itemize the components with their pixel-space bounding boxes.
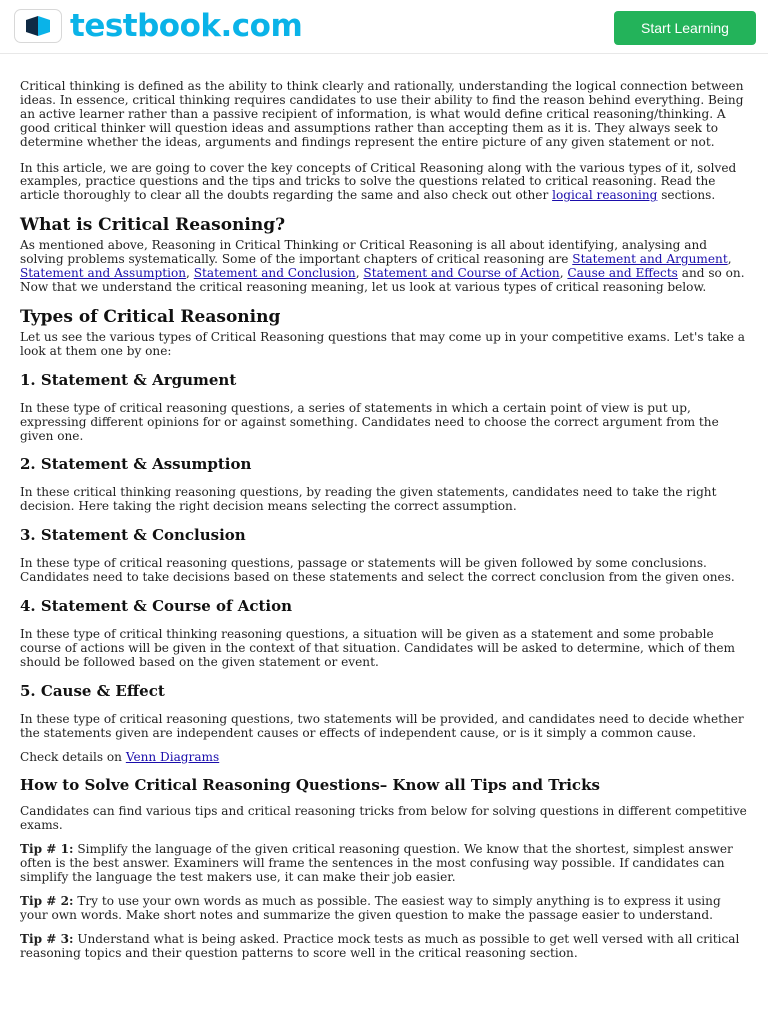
tip-1-text: Simplify the language of the given critical reasoning question. We know that the shortest, simplest answer often is the best answer. Examiners will frame the sentences in the most confusing way possible. If candidates can simplify the language the test makers use, it can make their job easier. (20, 842, 733, 885)
tip-3-label: Tip # 3: (20, 931, 74, 946)
separator: , (186, 266, 194, 281)
types-intro: Let us see the various types of Critical Reasoning questions that may come up in your competitive exams. Let's take a look at them one by one: (20, 329, 745, 358)
tips-intro: Candidates can find various tips and critical reasoning tricks from below for solving questions in different competitive exams. (20, 804, 747, 833)
tip-2-label: Tip # 2: (20, 894, 74, 908)
tip-1 (20, 843, 748, 885)
statement-argument-link[interactable]: Statement and Argument (572, 252, 728, 267)
check-details-text: Check details on (20, 749, 126, 764)
tip-2-text: Try to use your own words as much as possible. The easiest way to simply anything is to express it using your own words. Make short notes and summarize the given question to make the passage easier to understand. (20, 894, 721, 922)
book-icon (14, 9, 62, 43)
type-heading-1: 1. Statement & Argument (20, 370, 237, 389)
logo-text: testbook.com (70, 8, 303, 44)
what-is-heading: What is Critical Reasoning? (20, 215, 286, 236)
intro-paragraph-2-text: In this article, we are going to cover the key concepts of Critical Reasoning along with the various types of it, solved examples, practice questions and the tips and tricks to solve the questions related to critical reasoning. Read the article thoroughly to clear all the doubts regarding the same and also check out other (20, 160, 737, 203)
cause-and-effects-link[interactable]: Cause and Effects (567, 266, 678, 281)
type-heading-2: 2. Statement & Assumption (20, 455, 252, 474)
type-text-4: In these type of critical thinking reasoning questions, a situation will be given as a statement and some probable course of actions will be given in the context of that situation. Candidates will be asked to determine, which of them should be followed based on the given statement or event. (20, 627, 736, 669)
type-heading-4: 4. Statement & Course of Action (20, 597, 293, 616)
type-heading-3: 3. Statement & Conclusion (20, 526, 246, 545)
separator: , (355, 266, 364, 281)
article-content (20, 80, 748, 961)
what-is-paragraph (20, 239, 748, 295)
type-heading-5: 5. Cause & Effect (20, 681, 165, 700)
statement-assumption-link[interactable]: Statement and Assumption (20, 266, 187, 281)
type-text-5: In these type of critical reasoning questions, two statements will be provided, and candidates need to decide whether the statements given are independent causes or effects of independent cause, or is it simply a common cause. (20, 711, 744, 740)
tips-heading: How to Solve Critical Reasoning Questions– Know all Tips and Tricks (20, 776, 600, 795)
tip-3 (20, 933, 748, 961)
start-learning-button[interactable]: Start Learning (614, 11, 756, 45)
intro-paragraph-2 (20, 162, 748, 204)
logical-reasoning-link[interactable]: logical reasoning (552, 188, 658, 203)
testbook-logo[interactable] (14, 9, 302, 43)
statement-conclusion-link[interactable]: Statement and Conclusion (193, 266, 356, 281)
statement-course-of-action-link[interactable]: Statement and Course of Action (363, 266, 560, 281)
type-text-2: In these critical thinking reasoning questions, by reading the given statements, candidates need to take the right decision. Here taking the right decision means selecting the correct assumption. (20, 485, 717, 514)
intro-paragraph-2-end: sections. (657, 188, 716, 203)
intro-paragraph-1: Critical thinking is defined as the ability to think clearly and rationally, understanding the logical connection between ideas. In essence, critical thinking requires candidates to use their ability to find the reason behind everything. Being an active learner rather than a passive recipient of information, is what would define critical reasoning/thinking. A good critical thinker will question ideas and assumptions rather than accepting them as it is. They always seek to determine whether the ideas, arguments and findings represent the entire picture of any given statement or not. (20, 79, 744, 149)
tip-1-label: Tip # 1: (20, 842, 74, 857)
type-text-1: In these type of critical reasoning questions, a series of statements in which a certain point of view is put up, expressing different opinions for or against something. Candidates need to choose the correct argument from the given one. (20, 400, 719, 443)
check-details (20, 751, 748, 765)
venn-diagrams-link[interactable]: Venn Diagrams (125, 749, 220, 764)
types-heading: Types of Critical Reasoning (20, 306, 281, 327)
type-text-3: In these type of critical reasoning questions, passage or statements will be given followed by some conclusions. Candidates need to take decisions based on these statements and select the correct conclusion from the given ones. (20, 556, 735, 585)
separator: , (559, 266, 568, 281)
separator: , (727, 252, 732, 267)
tip-2 (20, 895, 748, 923)
what-is-text: As mentioned above, Reasoning in Critical Thinking or Critical Reasoning is all about identifying, analysing and solving problems systematically. Some of the important chapters of critical reasoning are (20, 238, 707, 267)
tip-3-text: Understand what is being asked. Practice mock tests as much as possible to get well versed with all critical reasoning topics and their question patterns to score well in the critical reasoning section. (20, 931, 740, 960)
site-header (0, 0, 768, 54)
what-is-text-end: and so on. Now that we understand the critical reasoning meaning, let us look at various types of critical reasoning below. (20, 266, 745, 294)
